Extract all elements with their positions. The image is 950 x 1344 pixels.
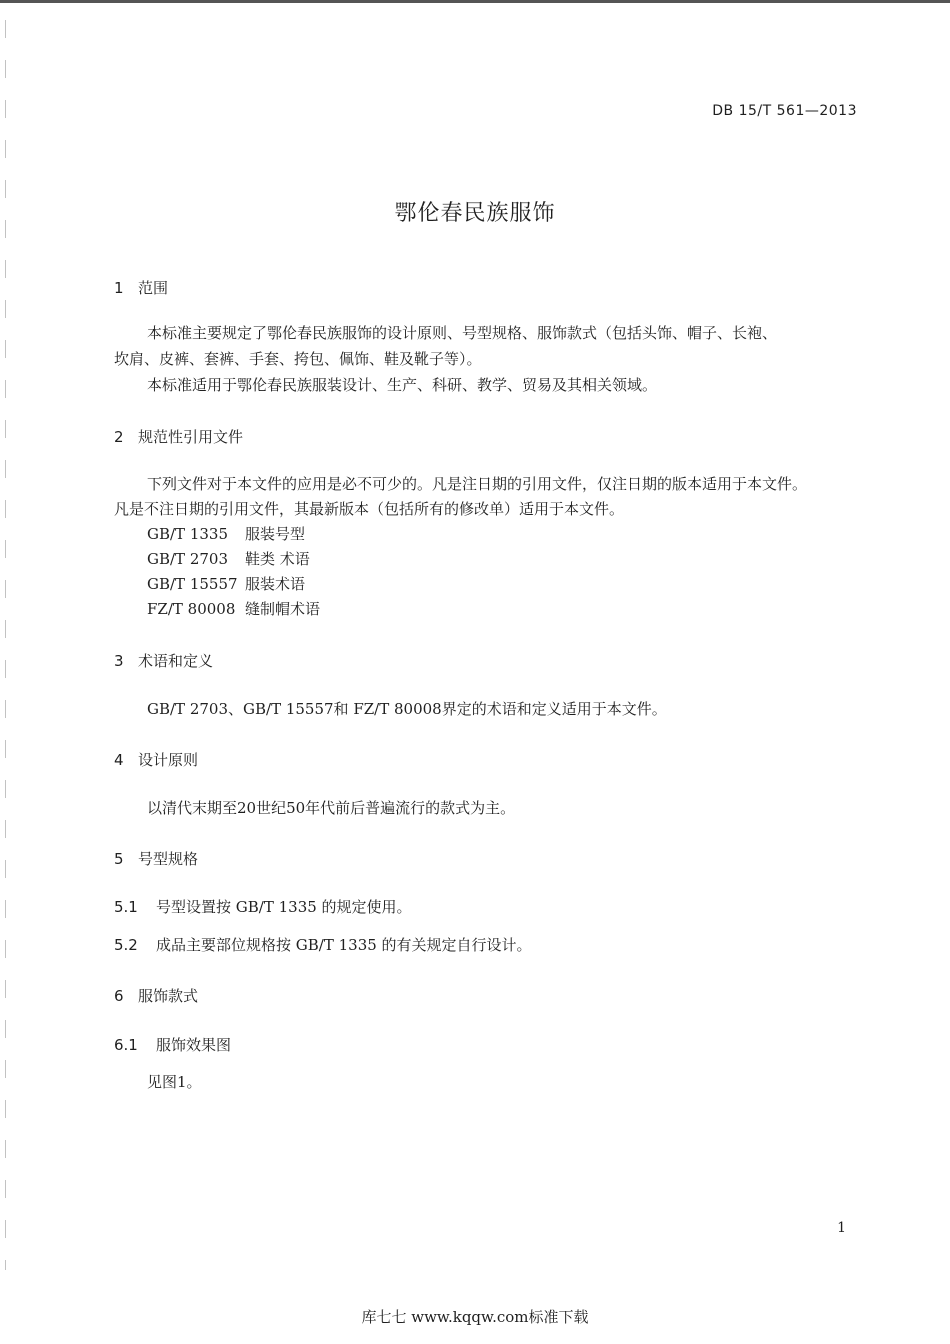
section-title: 规范性引用文件 <box>138 428 244 446</box>
clause-5-2 <box>114 934 532 955</box>
section-3-heading <box>114 650 213 671</box>
section-1-paragraph-1-line-2: 坎肩、皮裤、套裤、手套、挎包、佩饰、鞋及靴子等）。 <box>114 350 482 368</box>
reference-title: 服装号型 <box>245 525 306 543</box>
section-4-paragraph: 以清代末期至20世纪50年代前后普遍流行的款式为主。 <box>147 799 516 817</box>
reference-title: 服装术语 <box>245 575 306 593</box>
section-number: 6 <box>114 987 124 1005</box>
clause-6-1-heading <box>114 1034 231 1055</box>
clause-text: 成品主要部位规格按 GB/T 1335 的有关规定自行设计。 <box>156 936 532 954</box>
section-1-heading <box>114 277 168 298</box>
section-number: 1 <box>114 279 124 297</box>
section-title: 号型规格 <box>138 850 199 868</box>
section-1-paragraph-2: 本标准适用于鄂伦春民族服装设计、生产、科研、教学、贸易及其相关领域。 <box>147 376 658 394</box>
reference-item <box>147 572 305 597</box>
clause-text: 号型设置按 GB/T 1335 的规定使用。 <box>156 898 412 916</box>
clause-number: 5.1 <box>114 898 138 916</box>
clause-number: 6.1 <box>114 1036 138 1054</box>
reference-item <box>147 597 320 622</box>
clause-6-1-text: 见图1。 <box>147 1073 202 1091</box>
footer-watermark: 库七七 www.kqqw.com标准下载 <box>361 1308 589 1326</box>
section-2-heading <box>114 426 243 447</box>
clause-5-1 <box>114 896 412 917</box>
reference-code: GB/T 15557 <box>147 575 238 593</box>
reference-item <box>147 522 305 547</box>
reference-code: GB/T 2703 <box>147 550 229 568</box>
section-1-paragraph-1-line-1: 本标准主要规定了鄂伦春民族服饰的设计原则、号型规格、服饰款式（包括头饰、帽子、长袍、 <box>147 324 778 342</box>
page-number: 1 <box>837 1220 846 1236</box>
section-number: 2 <box>114 428 124 446</box>
top-border-rule <box>0 0 950 3</box>
section-3-paragraph: GB/T 2703、GB/T 15557和 FZ/T 80008界定的术语和定义适用于本文件。 <box>147 700 667 718</box>
section-number: 4 <box>114 751 124 769</box>
clause-title: 服饰效果图 <box>156 1036 232 1054</box>
section-5-heading <box>114 848 198 869</box>
document-title: 鄂伦春民族服饰 <box>394 201 556 226</box>
standard-code: DB 15/T 561—2013 <box>712 103 857 119</box>
section-title: 设计原则 <box>138 751 199 769</box>
section-2-paragraph-line-1: 下列文件对于本文件的应用是必不可少的。凡是注日期的引用文件，仅注日期的版本适用于本文件。 <box>147 475 808 493</box>
section-number: 5 <box>114 850 124 868</box>
section-6-heading <box>114 985 198 1006</box>
section-4-heading <box>114 749 198 770</box>
section-title: 术语和定义 <box>138 652 214 670</box>
reference-code: GB/T 1335 <box>147 525 229 543</box>
reference-title: 缝制帽术语 <box>245 600 321 618</box>
section-number: 3 <box>114 652 124 670</box>
reference-item <box>147 547 310 572</box>
section-title: 服饰款式 <box>138 987 199 1005</box>
section-2-paragraph-line-2: 凡是不注日期的引用文件，其最新版本（包括所有的修改单）适用于本文件。 <box>114 500 625 518</box>
section-title: 范围 <box>138 279 169 297</box>
clause-number: 5.2 <box>114 936 138 954</box>
reference-title: 鞋类 术语 <box>245 550 310 568</box>
reference-code: FZ/T 80008 <box>147 600 236 618</box>
